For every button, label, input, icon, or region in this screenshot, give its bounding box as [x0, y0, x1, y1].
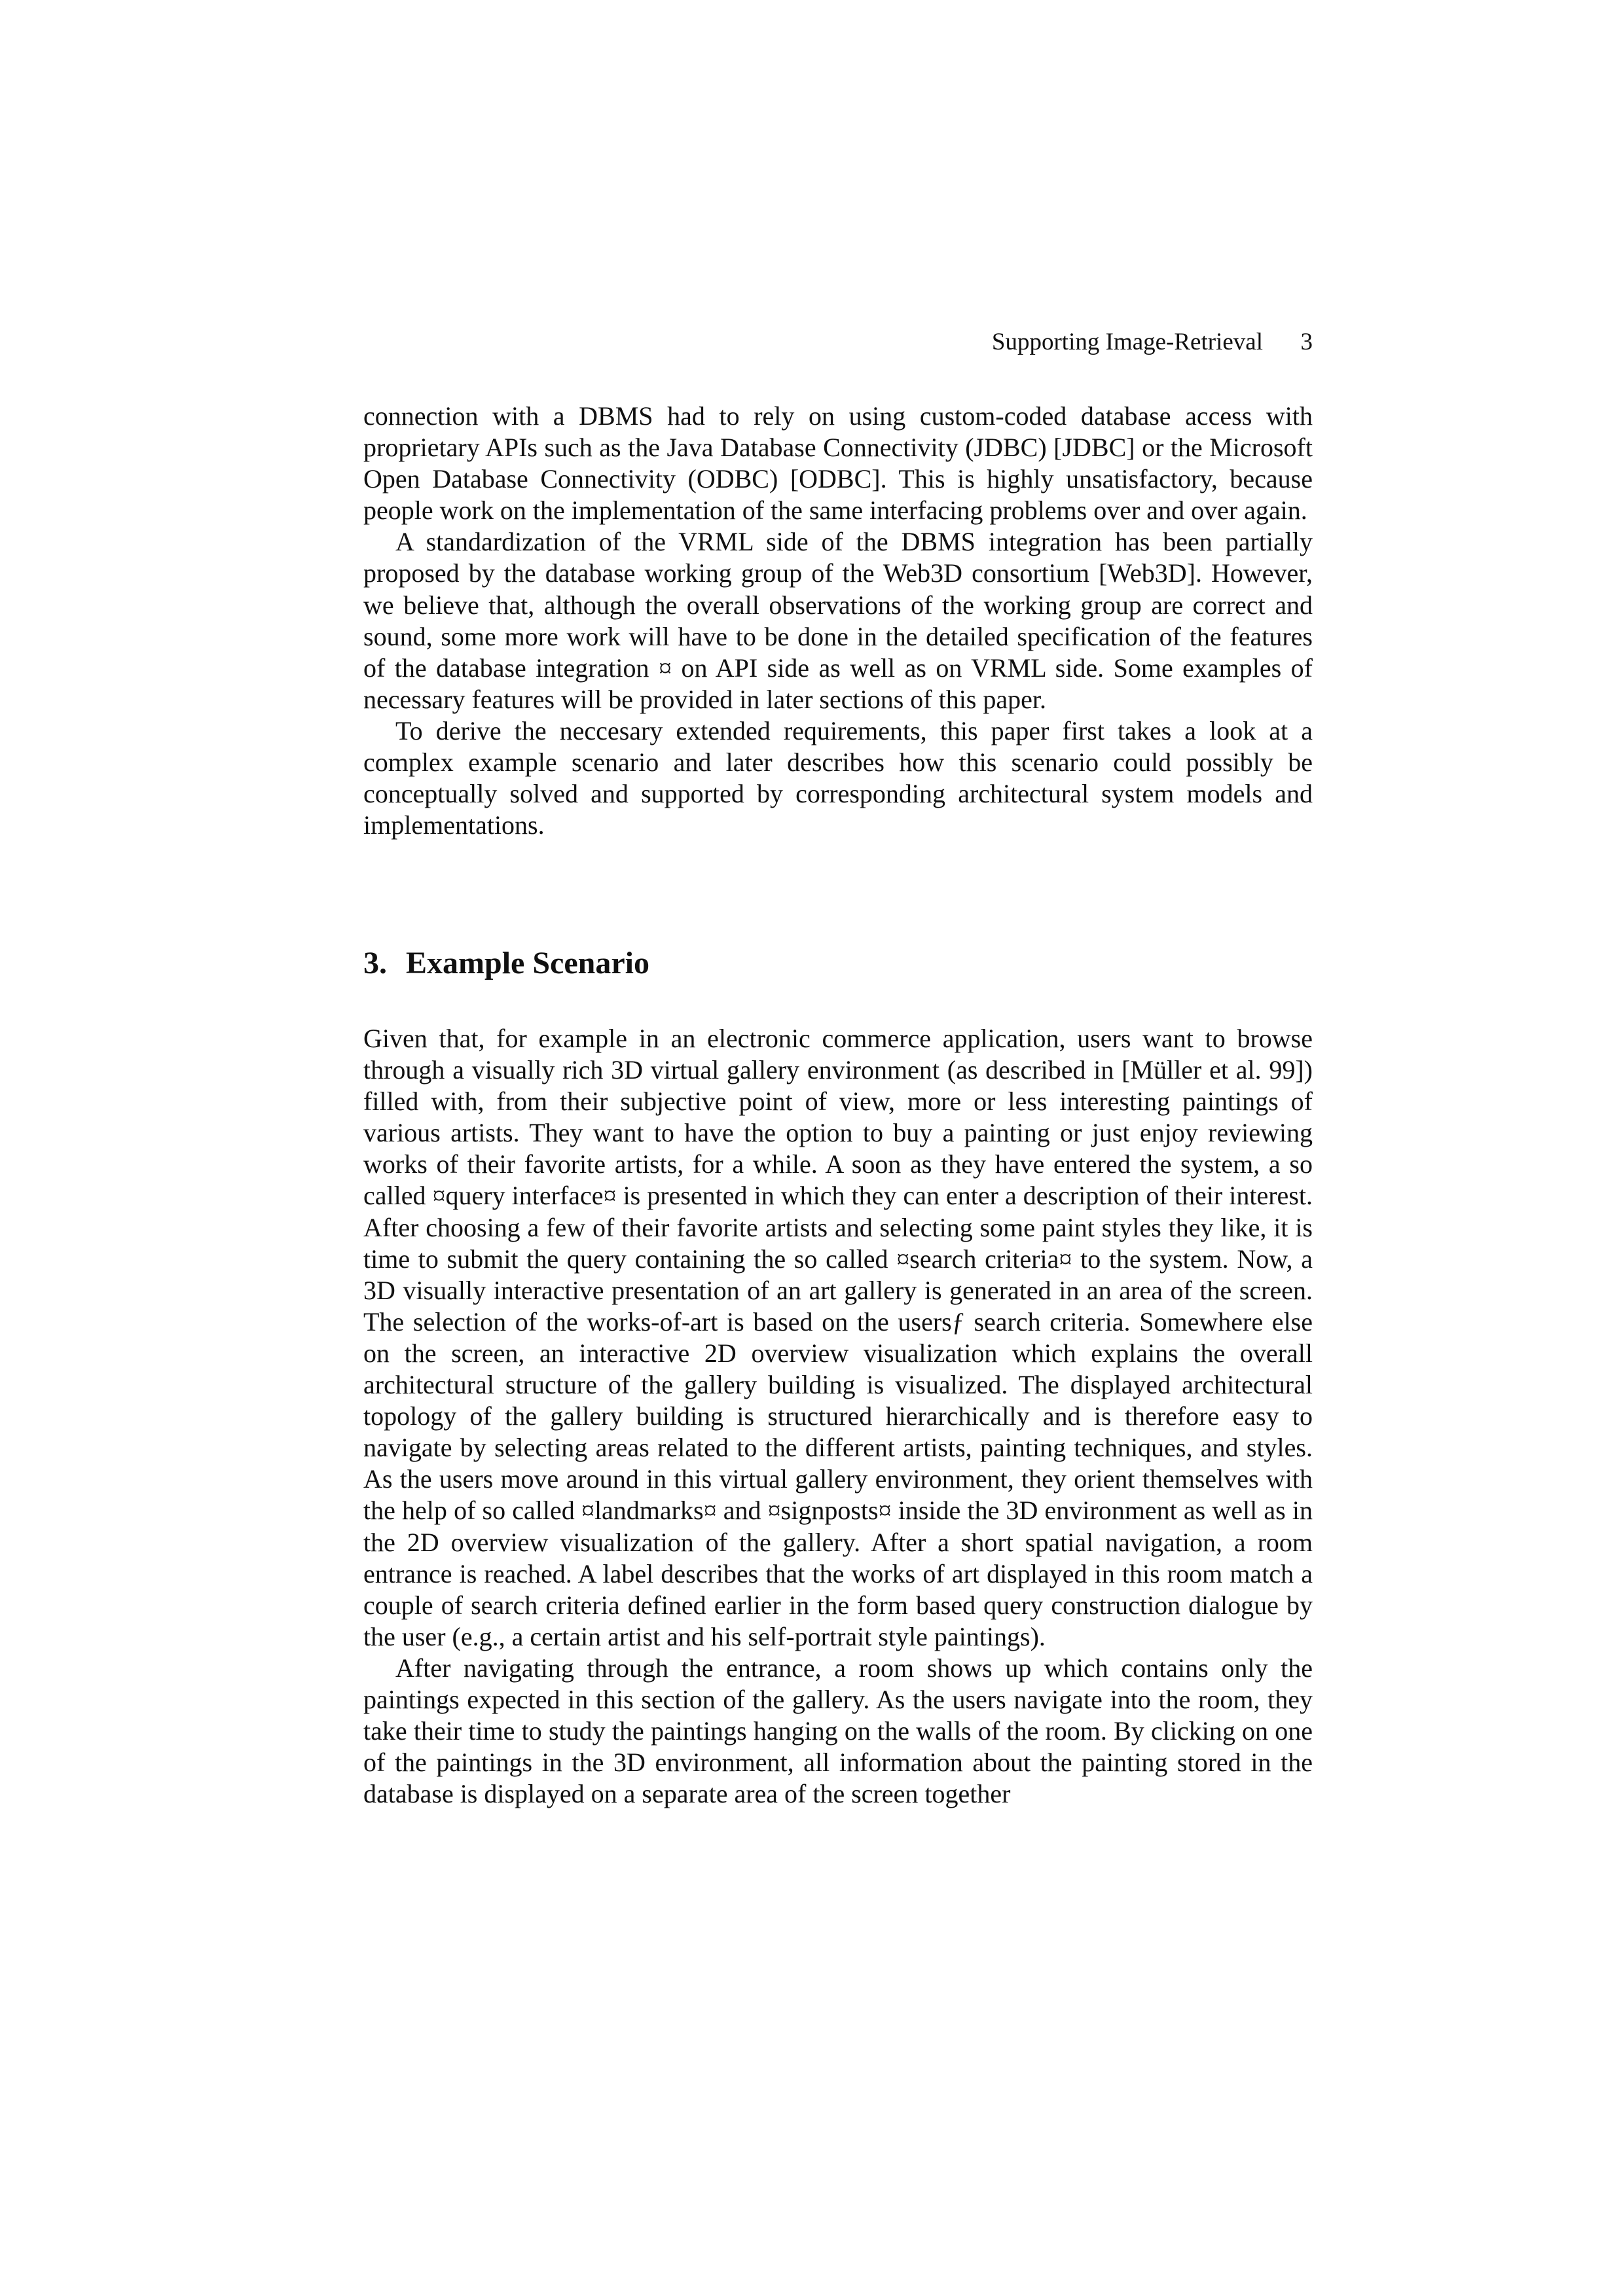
- body-text-before-heading: [363, 401, 1313, 841]
- running-head: [363, 327, 1313, 357]
- paragraph-extended-requirements: To derive the neccesary extended requirements, this paper first takes a look at a complex example scenario and later describes how this scenario could possibly be conceptually solved and supported by corresponding architectural system models and implementations.: [363, 715, 1313, 840]
- section-title: Example Scenario: [406, 946, 649, 980]
- section-heading: [363, 944, 1313, 983]
- paragraph-room-navigation: After navigating through the entrance, a room shows up which contains only the paintings expected in this section of the gallery. As the users navigate into the room, they take their time to study the paintings hanging on the walls of the room. By clicking on one of the paintings in the 3D environment, all information about the painting stored in the database is displayed on a separate area of the screen together: [363, 1653, 1313, 1809]
- paragraph-gallery-scenario: Given that, for example in an electronic commerce application, users want to browse through a visually rich 3D virtual gallery environment (as described in [Müller et al. 99]) filled with, from their subjective point of view, more or less interesting paintings of various artists. They want to have the option to buy a painting or just enjoy reviewing works of their favorite artists, for a while. A soon as they have entered the system, a so called ¤query interface¤ is presented in which they can enter a description of their interest. After choosing a few of their favorite artists and selecting some paint styles they like, it is time to submit the query containing the so called ¤search criteria¤ to the system. Now, a 3D visually interactive presentation of an art gallery is generated in an area of the screen. The selection of the works-of-art is based on the usersƒ search criteria. Somewhere else on the screen, an interactive 2D overview visualization which explains the overall architectural structure of the gallery building is visualized. The displayed architectural topology of the gallery building is structured hierarchically and is therefore easy to navigate by selecting areas related to the different artists, painting techniques, and styles. As the users move around in this virtual gallery environment, they orient themselves with the help of so called ¤landmarks¤ and ¤signposts¤ inside the 3D environment as well as in the 2D overview visualization of the gallery. After a short spatial navigation, a room entrance is reached. A label describes that the works of art displayed in this room match a couple of search criteria defined earlier in the form based query construction dialogue by the user (e.g., a certain artist and his self-portrait style paintings).: [363, 1024, 1313, 1651]
- paragraph-vrml-standardization: A standardization of the VRML side of the DBMS integration has been partially proposed by the database working group of the Web3D consortium [Web3D]. However, we believe that, although the overall observations of the working group are correct and sound, some more work will have to be done in the detailed specification of the features of the database integration ¤ on API side as well as on VRML side. Some examples of necessary features will be provided in later sections of this paper.: [363, 527, 1313, 714]
- page-number: 3: [1300, 329, 1313, 355]
- running-head-title: Supporting Image-Retrieval: [991, 329, 1263, 355]
- section-number: 3.: [363, 946, 387, 980]
- paragraph-dbms-connection: connection with a DBMS had to rely on using custom-coded database access with proprietary APIs such as the Java Database Connectivity (JDBC) [JDBC] or the Microsoft Open Database Connectivity (ODBC) [ODBC]. This is highly unsatisfactory, because people work on the implementation of the same interfacing problems over and over again.: [363, 401, 1313, 526]
- body-text-after-heading: [363, 1023, 1313, 1810]
